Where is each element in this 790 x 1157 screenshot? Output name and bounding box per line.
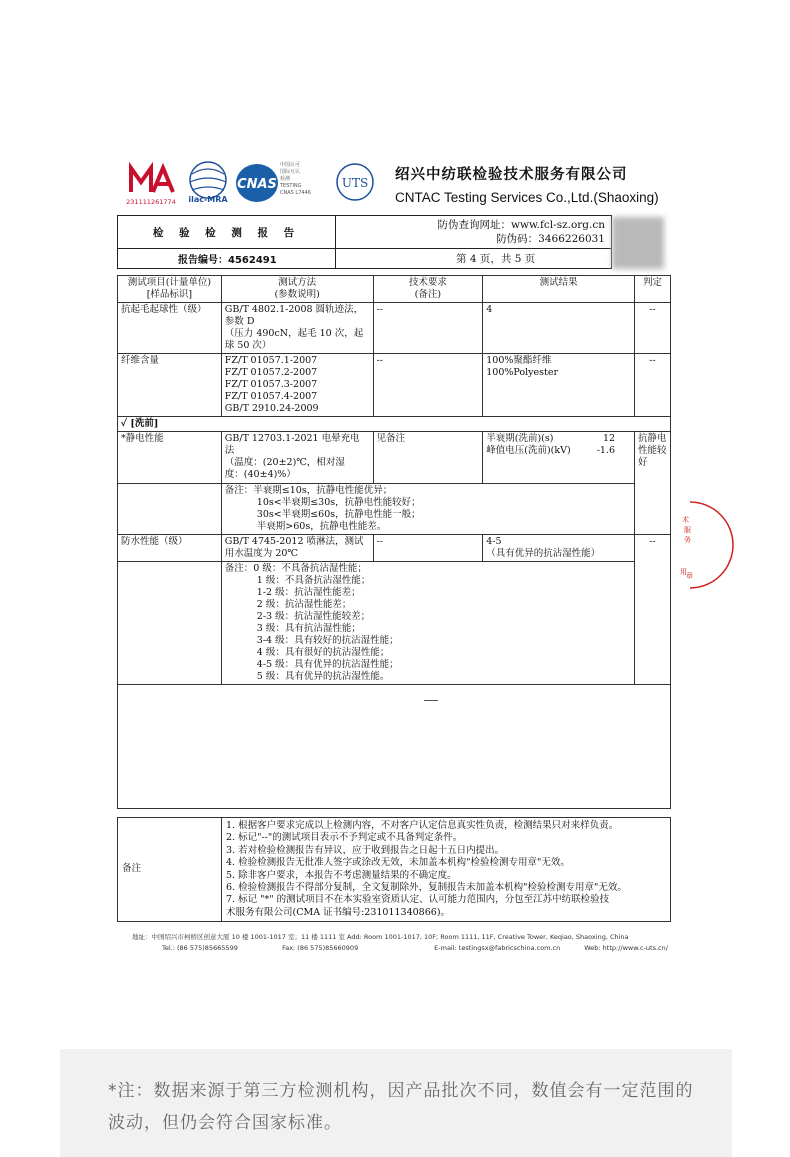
table-row	[118, 535, 671, 562]
result-row	[486, 433, 631, 445]
note-line: 3-4 级：具有较好的抗沾湿性能；	[256, 635, 399, 646]
note-line: 30s<半衰期≤60s，抗静电性能一般；	[256, 509, 421, 520]
remark-line: 4. 检验检测报告无批准人签字或涂改无效，未加盖本机构"检验检测专用章"无效。	[226, 857, 570, 869]
note-line: 10s<半衰期≤30s，抗静电性能较好；	[256, 497, 421, 508]
ilac-mra-logo-icon	[183, 160, 233, 206]
note-row	[118, 562, 671, 685]
header-requirement: 技术要求	[408, 277, 447, 288]
remark-line: 6. 检验检测报告不得部分复制，全文复制除外，复制报告未加盖本机构"检验检测专用章"无效。	[226, 882, 627, 894]
company-name-en: CNTAC Testing Services Co.,Ltd.(Shaoxing)	[395, 190, 659, 205]
blurred-region	[612, 217, 664, 269]
footer-address: 地址：中国绍兴市柯桥区创意大厦 10 楼 1001-1017 室；11 楼 1111 室 Add: Room 1001-1017, 10F; Room 1111, 11F, Creative Tower, Keqiao, Shaoxing, China	[132, 933, 629, 941]
note-line: 3 级：具有抗沾湿性能；	[256, 623, 361, 634]
col-header-judge: 判定	[635, 276, 671, 303]
method-line: FZ/T 01057.2-2007	[224, 367, 318, 378]
stamp-char: 服	[684, 526, 691, 534]
section-row	[118, 417, 671, 432]
seal-mark-line	[424, 700, 438, 701]
header-item-sub: [样品标识]	[146, 289, 193, 300]
header-method: 测试方法	[278, 277, 317, 288]
results-table	[117, 275, 671, 809]
table-row	[118, 303, 671, 354]
method-line: GB/T 12703.1-2021 电晕充电	[224, 433, 360, 444]
result-row	[486, 445, 631, 457]
anti-fake-cell	[336, 216, 612, 249]
water-item: 防水性能（级）	[118, 535, 222, 562]
footer-fax: Fax: (86 575)85660909	[282, 944, 359, 952]
table-header-row	[118, 276, 671, 303]
pilling-requirement: --	[373, 303, 483, 354]
company-block	[395, 163, 659, 205]
note-line: 备注：半衰期≤10s，抗静电性能优异；	[224, 485, 393, 496]
red-stamp-icon	[668, 500, 692, 590]
fiber-judge: --	[635, 354, 671, 417]
report-title: 检 验 检 测 报 告	[118, 216, 336, 249]
note-line: 1-2 级：抗沾湿性能差；	[256, 587, 361, 598]
col-header-item	[118, 276, 222, 303]
static-requirement: 见备注	[373, 432, 483, 484]
pilling-result: 4	[483, 303, 635, 354]
anti-fake-code: 防伪码：3466226031	[496, 233, 605, 245]
remarks-label: 备注	[118, 818, 222, 922]
water-result	[483, 535, 635, 562]
method-line: 用水温度为 20℃	[224, 548, 299, 559]
static-result	[483, 432, 635, 484]
method-line: FZ/T 01057.3-2007	[224, 379, 318, 390]
result-line: 100%聚酯纤维	[486, 355, 552, 366]
subcontract-mark: *	[121, 433, 126, 444]
remarks-content	[222, 818, 671, 922]
cma-code: 231111261774	[126, 198, 176, 206]
method-line: GB/T 4745-2012 喷淋法，测试	[224, 536, 364, 547]
col-header-result: 测试结果	[483, 276, 635, 303]
note-line: 2 级：抗沾湿性能差；	[256, 599, 352, 610]
result-label: 峰值电压(洗前)(kV)	[486, 445, 571, 456]
water-requirement: --	[373, 535, 483, 562]
footer-web: Web: http://www.c-uts.cn/	[584, 944, 668, 952]
stamp-char: 章	[686, 572, 693, 580]
table-row	[118, 432, 671, 484]
empty-cell	[118, 484, 222, 535]
stamp-char: 用	[680, 568, 687, 576]
header-item: 测试项目(计量单位)	[127, 277, 212, 288]
method-line: 法	[224, 445, 235, 456]
fiber-result	[483, 354, 635, 417]
method-line: GB/T 2910.24-2009	[224, 403, 319, 414]
cma-logo-icon	[125, 162, 177, 206]
report-number: 报告编号：4562491	[118, 249, 336, 269]
cnas-text: CNAS	[237, 177, 277, 192]
note-line: 半衰期>60s，抗静电性能差。	[256, 521, 387, 532]
method-line: （温度：(20±2)℃，相对湿	[224, 457, 345, 468]
cnas-line: TESTING	[280, 183, 302, 189]
note-line: 4-5 级：具有优异的抗沾湿性能；	[256, 659, 399, 670]
footer-tel: Tel.: (86 575)85665599	[162, 944, 238, 952]
method-line: 度：(40±4)%）	[224, 469, 296, 480]
method-line: 参数 D	[224, 316, 255, 327]
result-label: 半衰期(洗前)(s)	[486, 433, 554, 444]
empty-cell	[118, 562, 222, 685]
pilling-item: 抗起毛起球性（级）	[118, 303, 222, 354]
pilling-method	[221, 303, 373, 354]
remark-line: 7. 标记 "*" 的测试项目不在本实验室资质认定、认可能力范围内，分包至江苏中纺联检验技	[226, 894, 610, 906]
report-footer	[132, 932, 672, 954]
fiber-requirement: --	[373, 354, 483, 417]
static-method	[221, 432, 373, 484]
footer-email: E-mail: testingsx@fabricschina.com.cn	[434, 944, 561, 952]
pilling-judge: --	[635, 303, 671, 354]
remark-line: 1. 根据客户要求完成以上检测内容，不对客户认定信息真实性负责，检测结果只对来样负责。	[226, 820, 619, 831]
col-header-method	[221, 276, 373, 303]
anti-fake-site: 防伪查询网址：www.fcl-sz.org.cn	[437, 219, 605, 231]
water-note	[221, 562, 634, 685]
note-line: 1 级：不具备抗沾湿性能；	[256, 575, 371, 586]
method-line: FZ/T 01057.1-2007	[224, 355, 318, 366]
footer-contact	[132, 943, 672, 954]
header-method-sub: (参数说明)	[274, 289, 320, 300]
remark-line: 术服务有限公司(CMA 证书编号:231011340866)。	[226, 906, 451, 918]
result-value: -1.6	[596, 445, 616, 456]
note-line: 备注：0 级：不具备抗沾湿性能；	[224, 563, 367, 574]
col-header-requirement	[373, 276, 483, 303]
method-line: （压力 490cN，起毛 10 次，起	[224, 328, 364, 339]
disclaimer-box	[60, 1049, 732, 1157]
cnas-line: CNAS L7446	[280, 190, 311, 196]
stamp-char: 务	[684, 536, 691, 544]
cnas-side-text	[280, 162, 311, 197]
fiber-item: 纤维含量	[118, 354, 222, 417]
static-judge: 抗静电性能较好	[635, 432, 671, 535]
header-requirement-sub: (备注)	[414, 289, 442, 300]
blank-area	[118, 685, 671, 809]
result-line: （具有优异的抗沾湿性能）	[486, 548, 601, 559]
static-note	[221, 484, 634, 535]
note-line: 5 级：具有优异的抗沾湿性能。	[256, 671, 390, 682]
blank-row	[118, 685, 671, 809]
result-line: 4-5	[486, 536, 502, 547]
company-name-cn: 绍兴中纺联检验技术服务有限公司	[395, 167, 628, 183]
method-line: 球 50 次）	[224, 340, 272, 351]
remark-line: 5. 除非客户要求，本报告不考虑测量结果的不确定度。	[226, 869, 457, 881]
result-value: 12	[602, 433, 616, 444]
method-line: GB/T 4802.1-2008 圆轨迹法，	[224, 304, 364, 315]
section-label: ✓ [洗前]	[118, 417, 671, 432]
static-item-cell	[118, 432, 222, 484]
method-line: FZ/T 01057.4-2007	[224, 391, 318, 402]
note-row	[118, 484, 671, 535]
uts-text: UTS	[341, 176, 369, 190]
ilac-text: ilac-MRA	[188, 195, 228, 204]
title-table	[117, 215, 612, 269]
water-method	[221, 535, 373, 562]
table-row	[118, 354, 671, 417]
uts-logo-icon	[335, 160, 375, 206]
remark-line: 2. 标记"--"的测试项目表示不予判定或不具备判定条件。	[226, 832, 463, 844]
fiber-method	[221, 354, 373, 417]
cnas-line: 中国认可	[280, 162, 301, 168]
note-line: 2-3 级：抗沾湿性能较差；	[256, 611, 371, 622]
cnas-line: 国际互认	[280, 169, 301, 175]
page-info: 第 4 页，共 5 页	[336, 249, 612, 269]
disclaimer-text: *注：数据来源于第三方检测机构，因产品批次不同，数值会有一定范围的波动，但仍会符合国家标准。	[108, 1081, 694, 1133]
remarks-table	[117, 817, 671, 922]
water-judge: --	[635, 535, 671, 685]
header-logos	[125, 160, 670, 210]
remark-line: 3. 若对检验检测报告有异议，应于收到报告之日起十五日内提出。	[226, 844, 505, 856]
cnas-line: 检测	[280, 176, 291, 182]
stamp-char: 术	[682, 516, 689, 524]
note-line: 4 级：具有很好的抗沾湿性能；	[256, 647, 390, 658]
result-line: 100%Polyester	[486, 367, 559, 378]
static-item: 静电性能	[125, 433, 164, 444]
